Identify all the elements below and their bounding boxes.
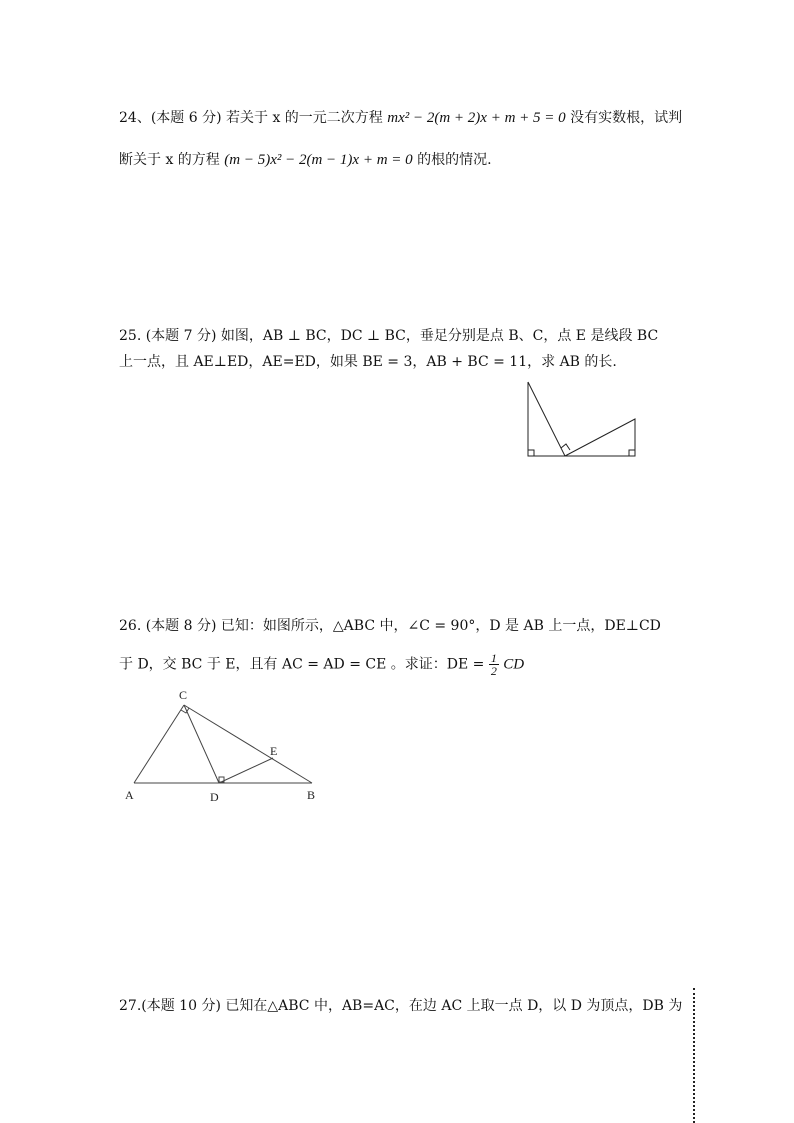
q26-segment-cd xyxy=(184,705,219,783)
q24-line-2 xyxy=(119,150,492,170)
q25-line-1: 25. (本题 7 分) 如图，AB ⊥ BC，DC ⊥ BC，垂足分别是点 B、C，点 E 是线段 BC xyxy=(119,328,659,344)
q26-label-e: E xyxy=(270,744,278,758)
q26-label-b: B xyxy=(307,788,316,802)
q25-line-2: 上一点，且 AE⊥ED，AE=ED，如果 BE = 3，AB + BC = 11，求 AB 的长. xyxy=(119,354,617,370)
q25-right-angle-e xyxy=(561,444,570,450)
q26-line2-suffix: CD xyxy=(503,656,525,673)
q26-label-c: C xyxy=(179,688,188,702)
q24-equation-2: (m − 5)x² − 2(m − 1)x + m = 0 xyxy=(224,152,413,168)
q25-right-angle-c xyxy=(629,450,635,456)
q26-side-cb xyxy=(184,705,312,783)
q24-line2-suffix: 的根的情况. xyxy=(417,152,492,168)
q24-line2-prefix: 断关于 x 的方程 xyxy=(119,152,220,168)
q26-line-2 xyxy=(119,652,524,677)
q26-line2-prefix: 于 D，交 BC 于 E，且有 AC = AD = CE 。求证：DE = xyxy=(119,656,485,673)
q24-line1-suffix: 没有实数根，试判 xyxy=(570,110,683,126)
q26-figure xyxy=(120,685,330,810)
q24-line-1 xyxy=(119,108,682,128)
q26-label-d: D xyxy=(210,790,219,804)
q24-equation-1: mx² − 2(m + 2)x + m + 5 = 0 xyxy=(387,110,566,126)
q26-segment-de xyxy=(219,758,273,783)
q26-fraction-numerator: 1 xyxy=(490,651,497,665)
q25-left-triangle xyxy=(528,382,565,456)
q24-line1-prefix: 24、(本题 6 分) 若关于 x 的一元二次方程 xyxy=(119,110,383,126)
q26-label-a: A xyxy=(125,788,134,802)
binding-dotted-line xyxy=(693,988,695,1123)
q25-right-angle-b xyxy=(528,450,534,456)
q25-figure xyxy=(520,376,650,466)
q26-line-1: 26. (本题 8 分) 已知：如图所示，△ABC 中，∠C = 90°，D 是 AB 上一点，DE⊥CD xyxy=(119,618,661,634)
q26-fraction xyxy=(489,652,499,677)
q26-fraction-denominator: 2 xyxy=(490,664,497,678)
q27-line-1: 27.(本题 10 分) 已知在△ABC 中，AB=AC，在边 AC 上取一点 D，以 D 为顶点，DB 为 xyxy=(119,998,683,1014)
q25-right-side xyxy=(565,419,635,456)
q26-side-ac xyxy=(134,705,184,783)
